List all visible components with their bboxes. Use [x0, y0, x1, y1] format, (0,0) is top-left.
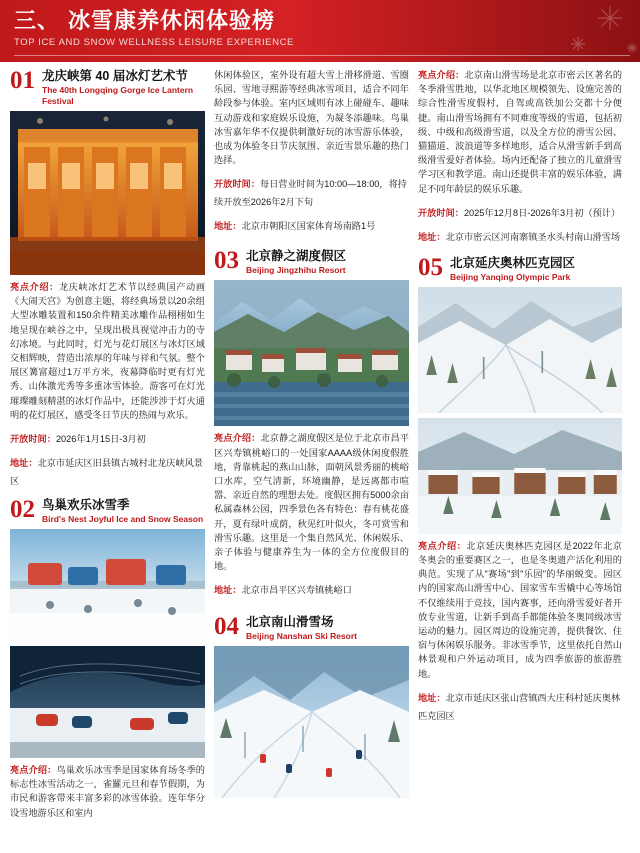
entry-04-head	[214, 614, 409, 642]
entry-02-opening	[214, 174, 409, 210]
highlight-label: 亮点介绍：	[214, 433, 261, 444]
entry-03	[214, 248, 409, 598]
section-number: 三、	[14, 8, 61, 33]
entry-05-highlight	[418, 539, 622, 681]
entry-05-title-cn: 北京延庆奥林匹克园区	[450, 255, 576, 270]
opening-label: 开放时间：	[214, 179, 260, 190]
birds-nest-sledding-photo	[10, 646, 205, 758]
entry-03-title-en: Beijing Jingzhihu Resort	[246, 265, 346, 276]
column-2	[214, 68, 418, 853]
entry-01-opening-value: 2026年1月15日-3月初	[55, 434, 146, 445]
entry-01-address	[10, 453, 205, 489]
entry-03-rank: 03	[214, 247, 239, 275]
entry-04-opening-value: 2025年12月8日-2026年3月初（预计）	[463, 207, 621, 218]
entry-01-opening	[10, 429, 205, 447]
highlight-label: 亮点介绍：	[10, 282, 59, 292]
entry-04-title-en: Beijing Nanshan Ski Resort	[246, 631, 357, 642]
entry-02-address-value: 北京市朝阳区国家体育场南路1号	[241, 221, 376, 232]
page-header	[0, 0, 640, 62]
entry-02-title-en: Bird's Nest Joyful Ice and Snow Season	[42, 514, 204, 525]
column-3	[418, 68, 622, 853]
entry-05-address-value: 北京市延庆区张山营镇西大庄科村延庆奥林匹克园区	[418, 692, 621, 721]
entry-02-opening-value: 每日营业时间为10:00—18:00，将持续开放至2026年2月下旬	[214, 179, 407, 208]
yanqing-olympic-village-photo	[418, 418, 622, 534]
entry-02-address	[214, 216, 409, 234]
entry-02	[10, 497, 205, 820]
entry-03-highlight	[214, 431, 409, 573]
entry-01-address-value: 北京市延庆区旧县镇古城村北龙庆峡风景区	[10, 458, 203, 487]
entry-02-title-cn: 鸟巢欢乐冰雪季	[42, 498, 130, 513]
address-label: 地址：	[214, 585, 242, 596]
yanqing-olympic-snow-mountain-photo	[418, 287, 622, 413]
opening-label: 开放时间：	[10, 434, 56, 445]
longqing-ice-lantern-photo	[10, 111, 205, 275]
entry-02-rank: 02	[10, 496, 35, 524]
entry-05	[418, 255, 622, 724]
entry-01-title-en: The 40th Longqing Gorge Ice Lantern Festival	[42, 85, 194, 106]
entry-05-address	[418, 688, 622, 724]
entry-04-highlight	[418, 68, 622, 196]
entry-04-highlight-text: 北京南山滑雪场是北京市密云区著名的冬季滑雪胜地，以华北地区规模领先、设施完善的综合性滑雪度假村，自驾或高铁加公交都十分便捷。南山滑雪场拥有不同难度等级的雪道，包括初级、中级和高级滑雪道，以及全方位的滑雪公园、猫猫道、波浪道等多样地形，适合从滑雪新手到高级滑雪爱好者体验。场内还配备了独立的儿童滑雪学习区和教学道。南山还提供丰富的娱乐体验，满足不同年龄层的娱乐乐趣。	[418, 70, 623, 194]
entry-03-address-value: 北京市昌平区兴寿镇桃峪口	[241, 585, 352, 596]
entry-05-rank: 05	[418, 253, 443, 281]
entry-03-address	[214, 580, 409, 598]
entry-05-head	[418, 255, 622, 283]
entry-01-highlight	[10, 280, 205, 422]
address-label: 地址：	[418, 231, 446, 242]
section-title-cn: 冰雪康养休闲体验榜	[68, 8, 276, 33]
highlight-label: 亮点介绍：	[10, 765, 57, 776]
entry-01-highlight-text: 龙庆峡冰灯艺术节以经典国产动画《大闹天宫》为创意主题，将经典场景以20余组大型冰雕装置和150余件精美冰雕作品栩栩如生地呈现在峡谷之中，呈现出极具视觉冲击力的寺幻冰境。与此同时，灯光与花灯展区与冰灯区域交相辉映，营造出浓厚的年味与祥和气氛。整个展区篝富超过1万平方米，夜幕降临时更有灯光秀、山体激光秀等多重冰雪体验。游客可在灯光璀璨雕刻精湛的冰灯作品中，还能涉涉于灯火通明的花灯展区，感受冬日节庆的热闹与欢乐。	[10, 282, 206, 420]
entry-02-highlight-text: 鸟巢欢乐冰雪季是国家体育场冬季的标志性冰雪活动之一，雀羅元旦和春节假期，为市民和游客带来丰富多彩的冰雪体验。连年华分设雪地游乐区和室内	[10, 765, 205, 818]
snowflake-decoration-icon	[460, 0, 640, 62]
entry-03-head	[214, 248, 409, 276]
entry-04-address	[418, 227, 622, 245]
header-divider	[14, 55, 630, 56]
entry-01	[10, 68, 205, 489]
content-columns	[0, 62, 640, 853]
birds-nest-snow-park-photo	[10, 529, 205, 641]
entry-02-head	[10, 497, 205, 525]
entry-04-title-cn: 北京南山滑雪场	[246, 615, 334, 630]
column-1	[10, 68, 214, 853]
entry-04-address-value: 北京市密云区河南寨镇圣水头村南山滑雪场	[445, 231, 621, 242]
address-label: 地址：	[10, 458, 38, 469]
entry-04	[214, 614, 409, 798]
entry-01-title-cn: 龙庆峡第 40 届冰灯艺术节	[42, 69, 188, 83]
entry-02-intro-continued: 休闲体验区，室外设有超大雪上滑移滑道、雪圈乐园、雪地寻熙游等经典冰雪项目，适合不同年龄段参与体验。室内区域则有冰上碰碰车、趣味互动游戏和家庭娱乐设施，为凝冬添趣味。鸟巢冰雪嘉年华不仅提供刺激好玩的冰雪游乐体验，也成为体验冬日节庆氛围、亲近雪景乐趣的热门选择。	[214, 70, 409, 166]
opening-label: 开放时间：	[418, 207, 464, 218]
highlight-label: 亮点介绍：	[418, 540, 467, 551]
entry-03-highlight-text: 北京静之湖度假区是位于北京市昌平区兴寿镇桃峪口的一处国家AAAA级休闲度假胜地，背靠桃起的燕山山脉，面朝风景秀丽的桃峪口水库，空气清新，环境幽静，是远离都市喧嚣、亲近自然的理想去处。度假区拥有5000余亩私属森林公园，四季景色各有特色：春有桃花盛开，夏有绿叶成荫，秋见红叶似火，冬可赏雪和滑雪乐趣。这里是一个集自然风光、休闲娱乐、亲子体验与健康养生为一体的全方位度假目的地。	[214, 433, 410, 572]
entry-04-rank: 04	[214, 613, 239, 641]
highlight-label: 亮点介绍：	[418, 70, 465, 80]
entry-01-rank: 01	[10, 67, 35, 94]
address-label: 地址：	[418, 692, 446, 703]
entry-05-title-en: Beijing Yanqing Olympic Park	[450, 271, 571, 282]
entry-02-highlight	[10, 763, 205, 820]
jingzhihu-resort-aerial-photo	[214, 280, 409, 426]
address-label: 地址：	[214, 221, 242, 232]
nanshan-ski-slope-photo	[214, 646, 409, 798]
section-title-en: TOP ICE AND SNOW WELLNESS LEISURE EXPERIENCE	[14, 37, 294, 48]
entry-05-highlight-text: 北京延庆奥林匹克园区是2022年北京冬奥会的重要赛区之一，也是冬奥遗产活化利用的典范。实现了从"赛场"到"乐园"的华丽蜕变。园区内的国家高山滑雪中心、国家雪车雪橇中心等场馆不仅维续用于竞技，国内赛事，还向滑雪爱好者开放专业雪道，让新手到高手都能体验冬奥同级冰雪运动的魅力。园区周边的设施完善，提供餐饮、住宿与休闲娱乐服务。非冰雪季节，这里依托自然山林景观和户外运动项目，成为四季旅游的旅游胜地。	[418, 540, 622, 679]
entry-04-opening	[418, 203, 622, 221]
entry-03-title-cn: 北京静之湖度假区	[246, 249, 347, 264]
entry-01-head	[10, 68, 205, 107]
